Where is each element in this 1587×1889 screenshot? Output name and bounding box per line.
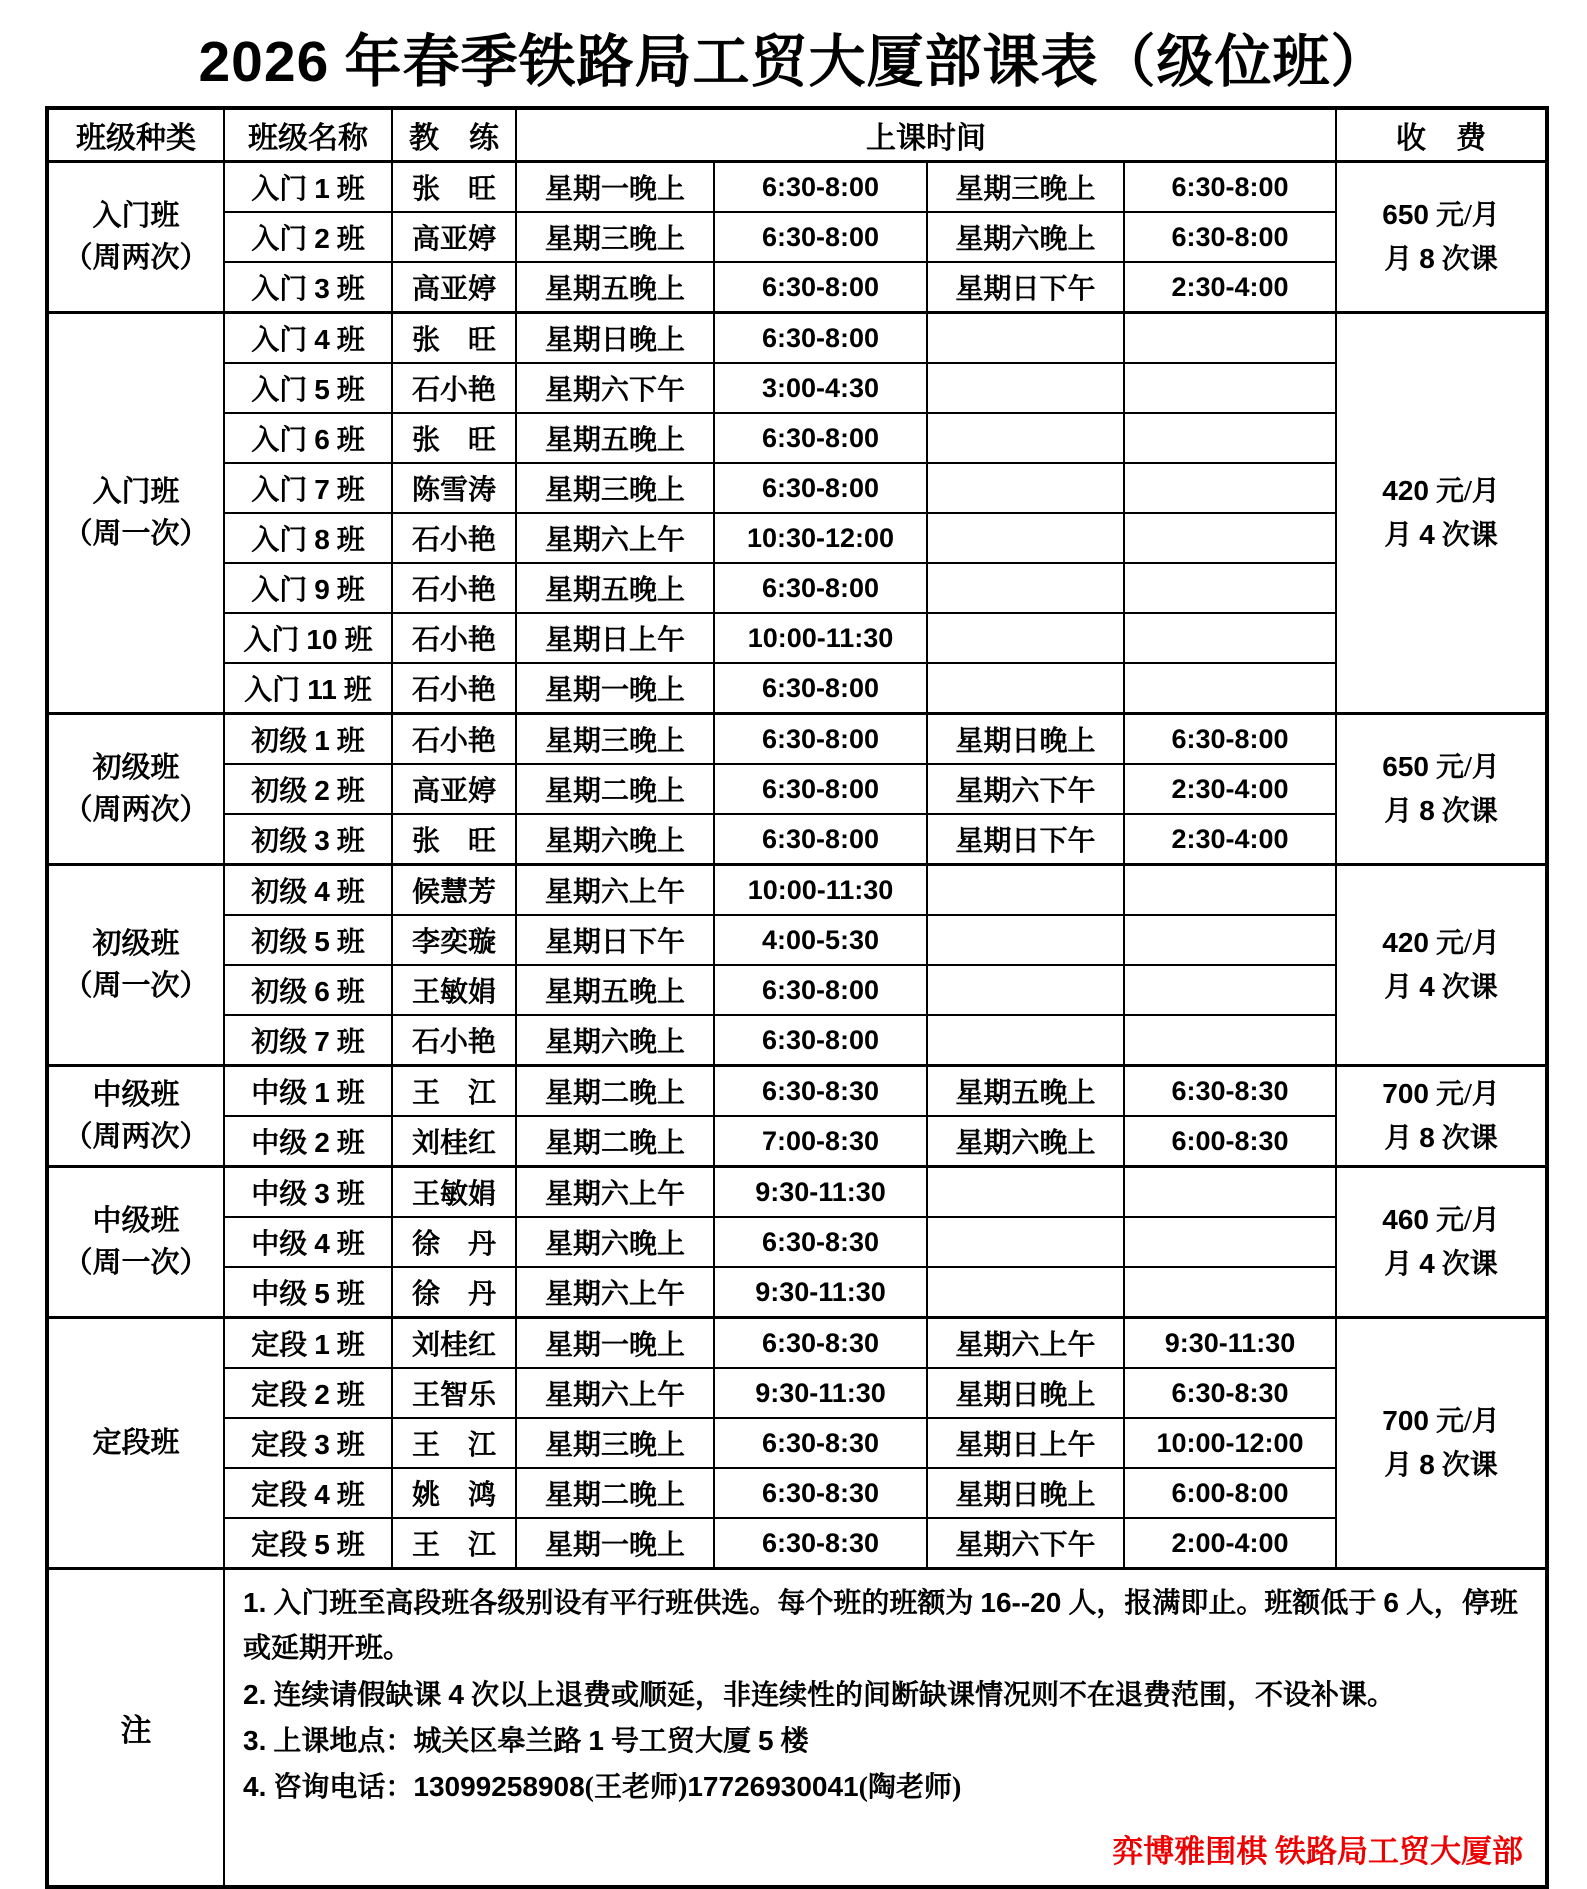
schedule-table xyxy=(45,106,1549,1889)
time1-cell: 6:30-8:30 xyxy=(714,1418,927,1468)
class-name-cell: 定段 3 班 xyxy=(224,1418,392,1468)
time1-cell: 4:00-5:30 xyxy=(714,915,927,965)
time2-cell xyxy=(1124,313,1336,364)
day2-cell xyxy=(927,663,1124,714)
day1-cell: 星期六下午 xyxy=(516,363,714,413)
time2-cell: 6:30-8:30 xyxy=(1124,1066,1336,1117)
coach-cell: 张 旺 xyxy=(392,413,516,463)
day1-cell: 星期三晚上 xyxy=(516,212,714,262)
day2-cell: 星期日晚上 xyxy=(927,714,1124,765)
day2-cell: 星期六晚上 xyxy=(927,212,1124,262)
day1-cell: 星期五晚上 xyxy=(516,413,714,463)
class-type-cell xyxy=(47,1167,224,1318)
table-row xyxy=(47,1318,1547,1369)
time2-cell: 6:00-8:30 xyxy=(1124,1116,1336,1167)
fee-line: 月 8 次课 xyxy=(1384,243,1498,275)
table-row xyxy=(47,1368,1547,1418)
table-row xyxy=(47,413,1547,463)
time1-cell: 10:30-12:00 xyxy=(714,513,927,563)
class-name-cell: 初级 5 班 xyxy=(224,915,392,965)
table-row xyxy=(47,313,1547,364)
coach-cell: 李奕璇 xyxy=(392,915,516,965)
class-type-cell xyxy=(47,865,224,1066)
header-coach: 教 练 xyxy=(392,108,516,162)
coach-cell: 徐 丹 xyxy=(392,1267,516,1318)
time1-cell: 6:30-8:00 xyxy=(714,814,927,865)
coach-cell: 王 江 xyxy=(392,1066,516,1117)
fee-line: 650 元/月 xyxy=(1382,750,1500,783)
fee-line: 月 8 次课 xyxy=(1384,1122,1498,1154)
fee-line: 420 元/月 xyxy=(1382,926,1500,959)
coach-cell: 刘桂红 xyxy=(392,1318,516,1369)
table-row xyxy=(47,162,1547,213)
day1-cell: 星期二晚上 xyxy=(516,1468,714,1518)
header-class-name: 班级名称 xyxy=(224,108,392,162)
class-name-cell: 入门 7 班 xyxy=(224,463,392,513)
class-name-cell: 定段 4 班 xyxy=(224,1468,392,1518)
table-row xyxy=(47,613,1547,663)
table-row xyxy=(47,212,1547,262)
table-row xyxy=(47,1217,1547,1267)
day2-cell xyxy=(927,363,1124,413)
table-row xyxy=(47,262,1547,313)
table-row xyxy=(47,463,1547,513)
day1-cell: 星期五晚上 xyxy=(516,965,714,1015)
class-type-cell xyxy=(47,313,224,714)
class-type-cell xyxy=(47,1066,224,1167)
table-row xyxy=(47,865,1547,916)
time1-cell: 6:30-8:00 xyxy=(714,212,927,262)
time1-cell: 10:00-11:30 xyxy=(714,613,927,663)
time2-cell: 6:30-8:00 xyxy=(1124,714,1336,765)
class-type-line: （周两次） xyxy=(63,242,209,274)
day1-cell: 星期日上午 xyxy=(516,613,714,663)
note-line: 3. 上课地点：城关区皋兰路 1 号工贸大厦 5 楼 xyxy=(243,1725,809,1758)
fee-line: 月 8 次课 xyxy=(1384,795,1498,827)
time2-cell xyxy=(1124,1167,1336,1218)
coach-cell: 石小艳 xyxy=(392,714,516,765)
coach-cell: 高亚婷 xyxy=(392,764,516,814)
table-row xyxy=(47,965,1547,1015)
day2-cell xyxy=(927,1267,1124,1318)
time2-cell xyxy=(1124,1217,1336,1267)
time2-cell xyxy=(1124,513,1336,563)
class-type-line: 初级班 xyxy=(92,927,180,960)
class-name-cell: 初级 7 班 xyxy=(224,1015,392,1066)
time2-cell xyxy=(1124,463,1336,513)
time1-cell: 6:30-8:00 xyxy=(714,764,927,814)
coach-cell: 候慧芳 xyxy=(392,865,516,916)
class-type-cell xyxy=(47,714,224,865)
class-name-cell: 中级 1 班 xyxy=(224,1066,392,1117)
day2-cell xyxy=(927,915,1124,965)
fee-line: 460 元/月 xyxy=(1382,1203,1500,1236)
class-name-cell: 入门 3 班 xyxy=(224,262,392,313)
class-name-cell: 入门 8 班 xyxy=(224,513,392,563)
time1-cell: 6:30-8:30 xyxy=(714,1066,927,1117)
signature-text: 弈博雅围棋 铁路局工贸大厦部 xyxy=(1112,1833,1523,1869)
coach-cell: 高亚婷 xyxy=(392,212,516,262)
day1-cell: 星期六上午 xyxy=(516,1167,714,1218)
day2-cell: 星期五晚上 xyxy=(927,1066,1124,1117)
time2-cell: 6:30-8:30 xyxy=(1124,1368,1336,1418)
note-label-cell: 注 xyxy=(47,1569,224,1888)
coach-cell: 刘桂红 xyxy=(392,1116,516,1167)
table-row xyxy=(47,1116,1547,1167)
fee-cell xyxy=(1336,313,1547,714)
time1-cell: 6:30-8:30 xyxy=(714,1217,927,1267)
time2-cell xyxy=(1124,865,1336,916)
day1-cell: 星期六晚上 xyxy=(516,814,714,865)
table-row xyxy=(47,1015,1547,1066)
page-title: 2026 年春季铁路局工贸大厦部课表（级位班） xyxy=(198,30,1389,94)
coach-cell: 石小艳 xyxy=(392,1015,516,1066)
table-row xyxy=(47,1518,1547,1569)
class-name-cell: 定段 5 班 xyxy=(224,1518,392,1569)
class-type-line: （周两次） xyxy=(63,794,209,826)
class-name-cell: 初级 3 班 xyxy=(224,814,392,865)
class-name-cell: 初级 1 班 xyxy=(224,714,392,765)
coach-cell: 石小艳 xyxy=(392,613,516,663)
day1-cell: 星期六上午 xyxy=(516,513,714,563)
notes-row xyxy=(47,1569,1547,1888)
fee-line: 月 4 次课 xyxy=(1384,1248,1498,1280)
notes-cell xyxy=(224,1569,1547,1888)
class-type-line: 定段班 xyxy=(92,1426,180,1459)
note-line: 4. 咨询电话：13099258908(王老师)17726930041(陶老师) xyxy=(243,1771,962,1804)
time1-cell: 6:30-8:00 xyxy=(714,262,927,313)
coach-cell: 王智乐 xyxy=(392,1368,516,1418)
day2-cell xyxy=(927,513,1124,563)
class-type-line: 入门班 xyxy=(92,475,180,508)
day1-cell: 星期六上午 xyxy=(516,1368,714,1418)
class-name-cell: 中级 5 班 xyxy=(224,1267,392,1318)
day1-cell: 星期日下午 xyxy=(516,915,714,965)
class-type-line: 中级班 xyxy=(92,1204,180,1237)
day2-cell: 星期日晚上 xyxy=(927,1368,1124,1418)
table-row xyxy=(47,663,1547,714)
class-type-line: （周一次） xyxy=(63,970,209,1002)
table-row xyxy=(47,513,1547,563)
table-row xyxy=(47,1267,1547,1318)
day2-cell: 星期三晚上 xyxy=(927,162,1124,213)
time2-cell xyxy=(1124,1267,1336,1318)
day2-cell xyxy=(927,563,1124,613)
fee-cell xyxy=(1336,865,1547,1066)
day1-cell: 星期六晚上 xyxy=(516,1015,714,1066)
coach-cell: 陈雪涛 xyxy=(392,463,516,513)
day2-cell xyxy=(927,1217,1124,1267)
time2-cell: 2:30-4:00 xyxy=(1124,262,1336,313)
table-row xyxy=(47,1418,1547,1468)
fee-line: 650 元/月 xyxy=(1382,198,1500,231)
time1-cell: 6:30-8:00 xyxy=(714,413,927,463)
day2-cell: 星期六下午 xyxy=(927,764,1124,814)
note-line: 1. 入门班至高段班各级别设有平行班供选。每个班的班额为 16--20 人，报满即止。班额低于 6 人，停班或延期开班。 xyxy=(243,1587,1518,1665)
time2-cell xyxy=(1124,563,1336,613)
fee-line: 700 元/月 xyxy=(1382,1404,1500,1437)
fee-line: 月 4 次课 xyxy=(1384,971,1498,1003)
coach-cell: 张 旺 xyxy=(392,162,516,213)
header-schedule: 上课时间 xyxy=(516,108,1336,162)
time2-cell: 6:30-8:00 xyxy=(1124,212,1336,262)
fee-line: 月 4 次课 xyxy=(1384,519,1498,551)
class-name-cell: 入门 11 班 xyxy=(224,663,392,714)
time1-cell: 7:00-8:30 xyxy=(714,1116,927,1167)
table-row xyxy=(47,363,1547,413)
time1-cell: 6:30-8:00 xyxy=(714,714,927,765)
table-row xyxy=(47,563,1547,613)
fee-line: 月 8 次课 xyxy=(1384,1449,1498,1481)
class-type-line: 中级班 xyxy=(92,1078,180,1111)
time2-cell xyxy=(1124,965,1336,1015)
coach-cell: 徐 丹 xyxy=(392,1217,516,1267)
fee-cell xyxy=(1336,162,1547,313)
time2-cell xyxy=(1124,663,1336,714)
class-type-line: 初级班 xyxy=(92,751,180,784)
time1-cell: 6:30-8:30 xyxy=(714,1468,927,1518)
day1-cell: 星期五晚上 xyxy=(516,563,714,613)
time2-cell: 10:00-12:00 xyxy=(1124,1418,1336,1468)
day1-cell: 星期三晚上 xyxy=(516,463,714,513)
time2-cell xyxy=(1124,915,1336,965)
time1-cell: 9:30-11:30 xyxy=(714,1167,927,1218)
header-row xyxy=(47,108,1547,162)
fee-cell xyxy=(1336,714,1547,865)
class-type-cell xyxy=(47,1318,224,1569)
class-name-cell: 初级 6 班 xyxy=(224,965,392,1015)
time2-cell: 2:30-4:00 xyxy=(1124,764,1336,814)
time2-cell: 6:30-8:00 xyxy=(1124,162,1336,213)
time2-cell: 6:00-8:00 xyxy=(1124,1468,1336,1518)
coach-cell: 王 江 xyxy=(392,1518,516,1569)
class-name-cell: 入门 4 班 xyxy=(224,313,392,364)
fee-line: 420 元/月 xyxy=(1382,474,1500,507)
time1-cell: 6:30-8:00 xyxy=(714,162,927,213)
fee-line: 700 元/月 xyxy=(1382,1077,1500,1110)
time2-cell: 9:30-11:30 xyxy=(1124,1318,1336,1369)
class-name-cell: 入门 9 班 xyxy=(224,563,392,613)
header-fee: 收 费 xyxy=(1336,108,1547,162)
table-row xyxy=(47,814,1547,865)
coach-cell: 张 旺 xyxy=(392,313,516,364)
day1-cell: 星期一晚上 xyxy=(516,663,714,714)
note-line: 2. 连续请假缺课 4 次以上退费或顺延，非连续性的间断缺课情况则不在退费范围，不设补课。 xyxy=(243,1678,1395,1711)
coach-cell: 王 江 xyxy=(392,1418,516,1468)
class-type-line: （周一次） xyxy=(63,1247,209,1279)
class-name-cell: 初级 4 班 xyxy=(224,865,392,916)
time1-cell: 6:30-8:00 xyxy=(714,463,927,513)
day1-cell: 星期六上午 xyxy=(516,865,714,916)
time1-cell: 6:30-8:00 xyxy=(714,313,927,364)
fee-cell xyxy=(1336,1318,1547,1569)
day2-cell xyxy=(927,1167,1124,1218)
coach-cell: 张 旺 xyxy=(392,814,516,865)
time1-cell: 6:30-8:00 xyxy=(714,965,927,1015)
time2-cell: 2:00-4:00 xyxy=(1124,1518,1336,1569)
coach-cell: 王敏娟 xyxy=(392,1167,516,1218)
class-name-cell: 中级 2 班 xyxy=(224,1116,392,1167)
class-name-cell: 定段 1 班 xyxy=(224,1318,392,1369)
day1-cell: 星期一晚上 xyxy=(516,162,714,213)
day1-cell: 星期二晚上 xyxy=(516,1066,714,1117)
coach-cell: 高亚婷 xyxy=(392,262,516,313)
fee-cell xyxy=(1336,1066,1547,1167)
table-row xyxy=(47,915,1547,965)
day2-cell xyxy=(927,1015,1124,1066)
coach-cell: 姚 鸿 xyxy=(392,1468,516,1518)
time1-cell: 6:30-8:00 xyxy=(714,563,927,613)
day2-cell: 星期日下午 xyxy=(927,262,1124,313)
class-name-cell: 入门 10 班 xyxy=(224,613,392,663)
time1-cell: 9:30-11:30 xyxy=(714,1267,927,1318)
coach-cell: 石小艳 xyxy=(392,563,516,613)
header-class-type: 班级种类 xyxy=(47,108,224,162)
class-type-cell xyxy=(47,162,224,313)
coach-cell: 石小艳 xyxy=(392,363,516,413)
class-name-cell: 中级 4 班 xyxy=(224,1217,392,1267)
class-name-cell: 入门 1 班 xyxy=(224,162,392,213)
class-type-line: 入门班 xyxy=(92,199,180,232)
time1-cell: 10:00-11:30 xyxy=(714,865,927,916)
day2-cell xyxy=(927,965,1124,1015)
day2-cell xyxy=(927,463,1124,513)
fee-cell xyxy=(1336,1167,1547,1318)
day2-cell xyxy=(927,613,1124,663)
class-name-cell: 初级 2 班 xyxy=(224,764,392,814)
table-row xyxy=(47,714,1547,765)
time1-cell: 6:30-8:30 xyxy=(714,1518,927,1569)
coach-cell: 石小艳 xyxy=(392,513,516,563)
coach-cell: 王敏娟 xyxy=(392,965,516,1015)
class-name-cell: 入门 5 班 xyxy=(224,363,392,413)
class-name-cell: 入门 6 班 xyxy=(224,413,392,463)
day2-cell: 星期六上午 xyxy=(927,1318,1124,1369)
class-name-cell: 中级 3 班 xyxy=(224,1167,392,1218)
time1-cell: 6:30-8:00 xyxy=(714,1015,927,1066)
class-name-cell: 入门 2 班 xyxy=(224,212,392,262)
table-row xyxy=(47,1066,1547,1117)
day2-cell: 星期六下午 xyxy=(927,1518,1124,1569)
coach-cell: 石小艳 xyxy=(392,663,516,714)
day2-cell: 星期六晚上 xyxy=(927,1116,1124,1167)
day1-cell: 星期二晚上 xyxy=(516,1116,714,1167)
day1-cell: 星期五晚上 xyxy=(516,262,714,313)
day2-cell xyxy=(927,313,1124,364)
class-name-cell: 定段 2 班 xyxy=(224,1368,392,1418)
time2-cell xyxy=(1124,413,1336,463)
day1-cell: 星期六上午 xyxy=(516,1267,714,1318)
day1-cell: 星期二晚上 xyxy=(516,764,714,814)
time2-cell xyxy=(1124,613,1336,663)
class-type-line: （周一次） xyxy=(63,518,209,550)
time1-cell: 6:30-8:00 xyxy=(714,663,927,714)
time2-cell: 2:30-4:00 xyxy=(1124,814,1336,865)
day2-cell: 星期日上午 xyxy=(927,1418,1124,1468)
time2-cell xyxy=(1124,363,1336,413)
table-row xyxy=(47,1167,1547,1218)
day1-cell: 星期三晚上 xyxy=(516,1418,714,1468)
time1-cell: 3:00-4:30 xyxy=(714,363,927,413)
class-type-line: （周两次） xyxy=(63,1121,209,1153)
day1-cell: 星期日晚上 xyxy=(516,313,714,364)
time1-cell: 6:30-8:30 xyxy=(714,1318,927,1369)
day2-cell: 星期日晚上 xyxy=(927,1468,1124,1518)
table-row xyxy=(47,1468,1547,1518)
time1-cell: 9:30-11:30 xyxy=(714,1368,927,1418)
day2-cell xyxy=(927,865,1124,916)
table-row xyxy=(47,764,1547,814)
time2-cell xyxy=(1124,1015,1336,1066)
day1-cell: 星期三晚上 xyxy=(516,714,714,765)
day1-cell: 星期一晚上 xyxy=(516,1518,714,1569)
day1-cell: 星期一晚上 xyxy=(516,1318,714,1369)
day2-cell: 星期日下午 xyxy=(927,814,1124,865)
day1-cell: 星期六晚上 xyxy=(516,1217,714,1267)
day2-cell xyxy=(927,413,1124,463)
